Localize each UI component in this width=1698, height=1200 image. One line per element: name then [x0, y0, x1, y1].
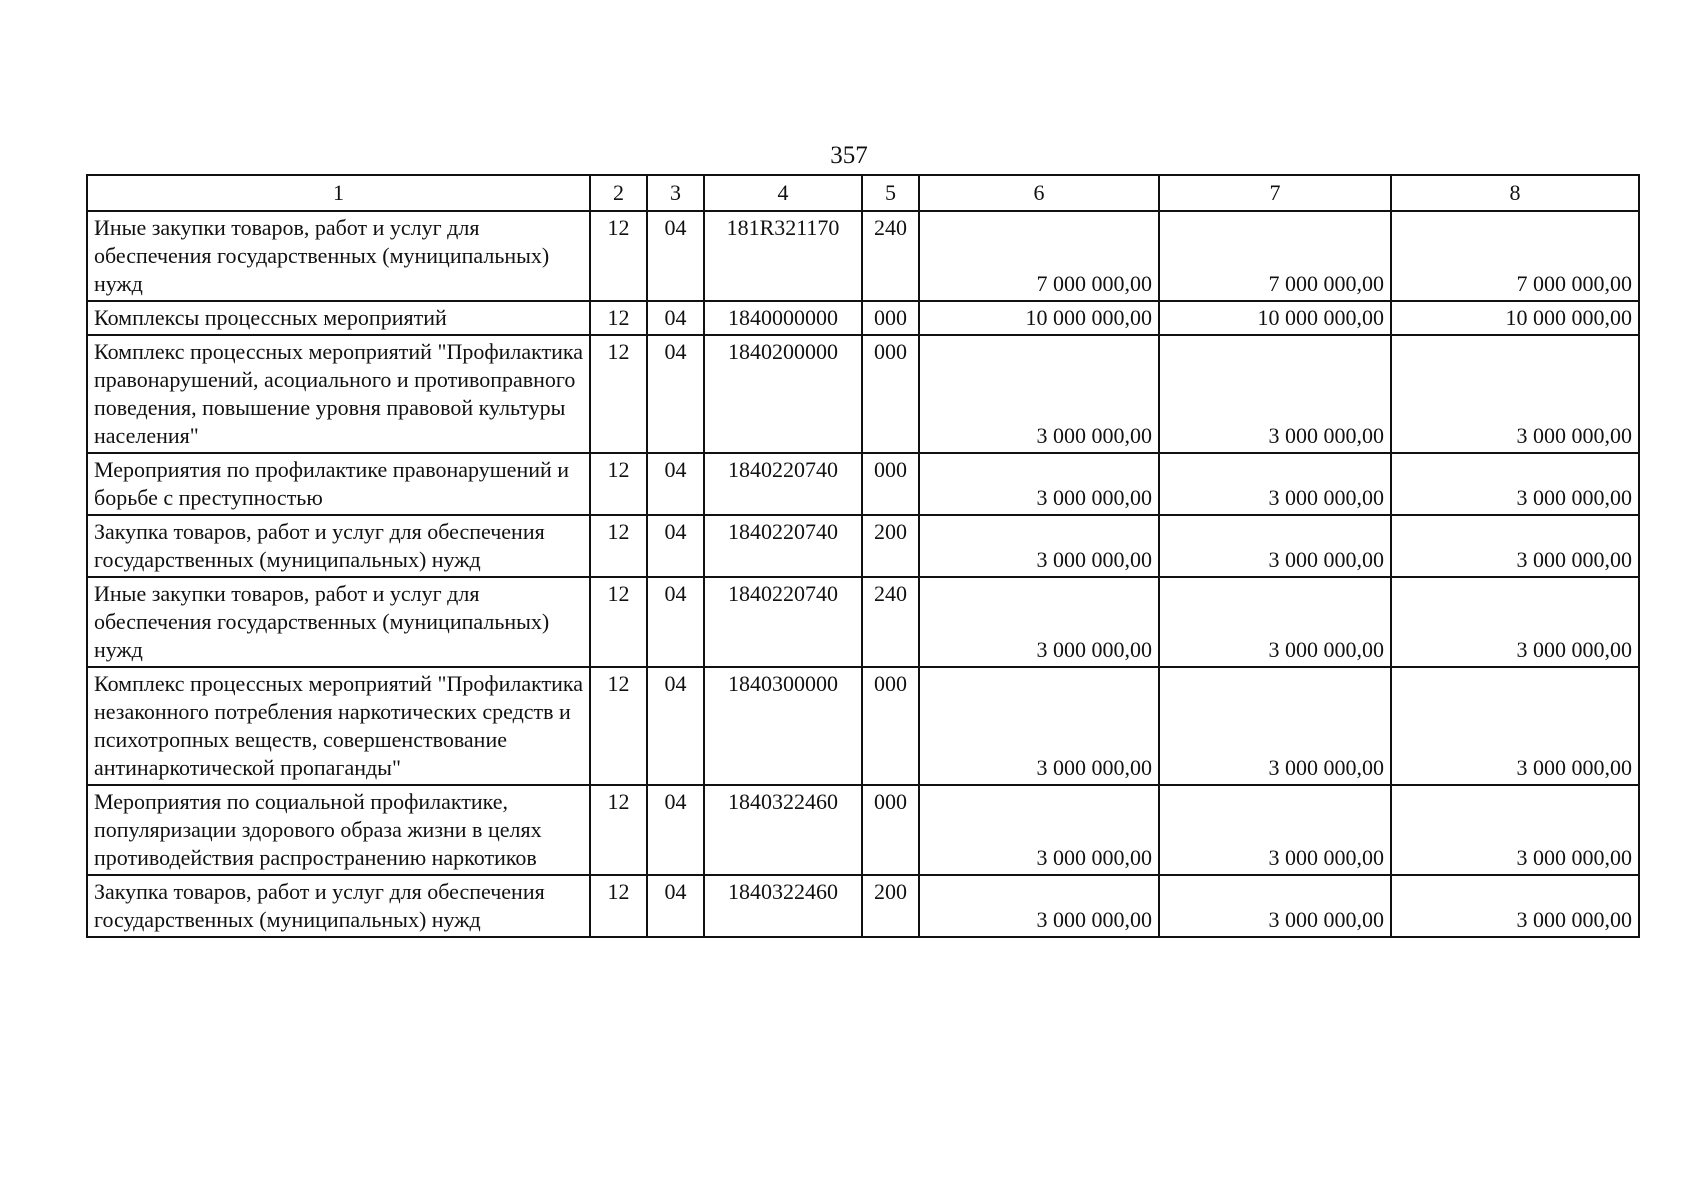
amount-col-7-cell: 7 000 000,00	[1159, 211, 1391, 301]
amount-col-6-cell: 3 000 000,00	[919, 515, 1159, 577]
table-row	[87, 335, 1639, 453]
header-col-3: 3	[647, 175, 704, 211]
section-code-cell: 12	[590, 785, 647, 875]
item-name-cell: Мероприятия по профилактике правонарушений и борьбе с преступностью	[87, 453, 590, 515]
section-code-cell: 12	[590, 667, 647, 785]
table-row	[87, 577, 1639, 667]
header-col-6: 6	[919, 175, 1159, 211]
amount-col-7-cell: 3 000 000,00	[1159, 515, 1391, 577]
amount-col-6-cell: 3 000 000,00	[919, 667, 1159, 785]
item-name-cell: Комплексы процессных мероприятий	[87, 301, 590, 335]
subsection-code-cell: 04	[647, 515, 704, 577]
section-code-cell: 12	[590, 453, 647, 515]
amount-col-8-cell: 3 000 000,00	[1391, 667, 1639, 785]
target-article-cell: 1840000000	[704, 301, 862, 335]
amount-col-6-cell: 3 000 000,00	[919, 577, 1159, 667]
amount-col-8-cell: 10 000 000,00	[1391, 301, 1639, 335]
expense-type-cell: 000	[862, 301, 919, 335]
amount-col-8-cell: 3 000 000,00	[1391, 335, 1639, 453]
amount-col-8-cell: 3 000 000,00	[1391, 875, 1639, 937]
amount-col-8-cell: 3 000 000,00	[1391, 785, 1639, 875]
table-row	[87, 301, 1639, 335]
table-row	[87, 453, 1639, 515]
header-col-5: 5	[862, 175, 919, 211]
item-name-cell: Закупка товаров, работ и услуг для обеспечения государственных (муниципальных) нужд	[87, 515, 590, 577]
table-body	[87, 211, 1639, 937]
item-name-cell: Закупка товаров, работ и услуг для обеспечения государственных (муниципальных) нужд	[87, 875, 590, 937]
expense-type-cell: 000	[862, 667, 919, 785]
amount-col-7-cell: 3 000 000,00	[1159, 335, 1391, 453]
budget-table	[86, 174, 1640, 938]
expense-type-cell: 240	[862, 577, 919, 667]
amount-col-7-cell: 3 000 000,00	[1159, 577, 1391, 667]
target-article-cell: 1840220740	[704, 515, 862, 577]
expense-type-cell: 000	[862, 335, 919, 453]
header-col-2: 2	[590, 175, 647, 211]
amount-col-6-cell: 3 000 000,00	[919, 785, 1159, 875]
amount-col-8-cell: 3 000 000,00	[1391, 515, 1639, 577]
amount-col-6-cell: 10 000 000,00	[919, 301, 1159, 335]
section-code-cell: 12	[590, 335, 647, 453]
subsection-code-cell: 04	[647, 301, 704, 335]
amount-col-7-cell: 3 000 000,00	[1159, 785, 1391, 875]
subsection-code-cell: 04	[647, 875, 704, 937]
section-code-cell: 12	[590, 875, 647, 937]
section-code-cell: 12	[590, 211, 647, 301]
subsection-code-cell: 04	[647, 453, 704, 515]
section-code-cell: 12	[590, 515, 647, 577]
section-code-cell: 12	[590, 301, 647, 335]
table-row	[87, 875, 1639, 937]
subsection-code-cell: 04	[647, 667, 704, 785]
section-code-cell: 12	[590, 577, 647, 667]
target-article-cell: 1840200000	[704, 335, 862, 453]
amount-col-6-cell: 3 000 000,00	[919, 875, 1159, 937]
header-col-7: 7	[1159, 175, 1391, 211]
table-header	[87, 175, 1639, 211]
item-name-cell: Комплекс процессных мероприятий "Профилактика незаконного потребления наркотических средств и психотропных веществ, совершенствование антинаркотической пропаганды"	[87, 667, 590, 785]
page-number: 357	[830, 142, 868, 169]
table-row	[87, 515, 1639, 577]
amount-col-8-cell: 3 000 000,00	[1391, 577, 1639, 667]
expense-type-cell: 200	[862, 515, 919, 577]
header-col-4: 4	[704, 175, 862, 211]
subsection-code-cell: 04	[647, 785, 704, 875]
target-article-cell: 1840322460	[704, 875, 862, 937]
amount-col-7-cell: 3 000 000,00	[1159, 453, 1391, 515]
header-row	[87, 175, 1639, 211]
amount-col-7-cell: 3 000 000,00	[1159, 667, 1391, 785]
item-name-cell: Иные закупки товаров, работ и услуг для обеспечения государственных (муниципальных) нужд	[87, 211, 590, 301]
expense-type-cell: 000	[862, 785, 919, 875]
target-article-cell: 1840220740	[704, 453, 862, 515]
item-name-cell: Иные закупки товаров, работ и услуг для обеспечения государственных (муниципальных) нужд	[87, 577, 590, 667]
target-article-cell: 1840300000	[704, 667, 862, 785]
expense-type-cell: 000	[862, 453, 919, 515]
item-name-cell: Мероприятия по социальной профилактике, популяризации здорового образа жизни в целях противодействия распространению наркотиков	[87, 785, 590, 875]
target-article-cell: 181R321170	[704, 211, 862, 301]
amount-col-6-cell: 3 000 000,00	[919, 335, 1159, 453]
target-article-cell: 1840220740	[704, 577, 862, 667]
header-col-8: 8	[1391, 175, 1639, 211]
table-row	[87, 667, 1639, 785]
amount-col-6-cell: 7 000 000,00	[919, 211, 1159, 301]
amount-col-7-cell: 3 000 000,00	[1159, 875, 1391, 937]
amount-col-7-cell: 10 000 000,00	[1159, 301, 1391, 335]
subsection-code-cell: 04	[647, 577, 704, 667]
subsection-code-cell: 04	[647, 335, 704, 453]
amount-col-8-cell: 3 000 000,00	[1391, 453, 1639, 515]
item-name-cell: Комплекс процессных мероприятий "Профилактика правонарушений, асоциального и противоправного поведения, повышение уровня правовой культуры населения"	[87, 335, 590, 453]
header-col-1: 1	[87, 175, 590, 211]
subsection-code-cell: 04	[647, 211, 704, 301]
expense-type-cell: 240	[862, 211, 919, 301]
amount-col-6-cell: 3 000 000,00	[919, 453, 1159, 515]
amount-col-8-cell: 7 000 000,00	[1391, 211, 1639, 301]
expense-type-cell: 200	[862, 875, 919, 937]
target-article-cell: 1840322460	[704, 785, 862, 875]
table-row	[87, 211, 1639, 301]
table-row	[87, 785, 1639, 875]
